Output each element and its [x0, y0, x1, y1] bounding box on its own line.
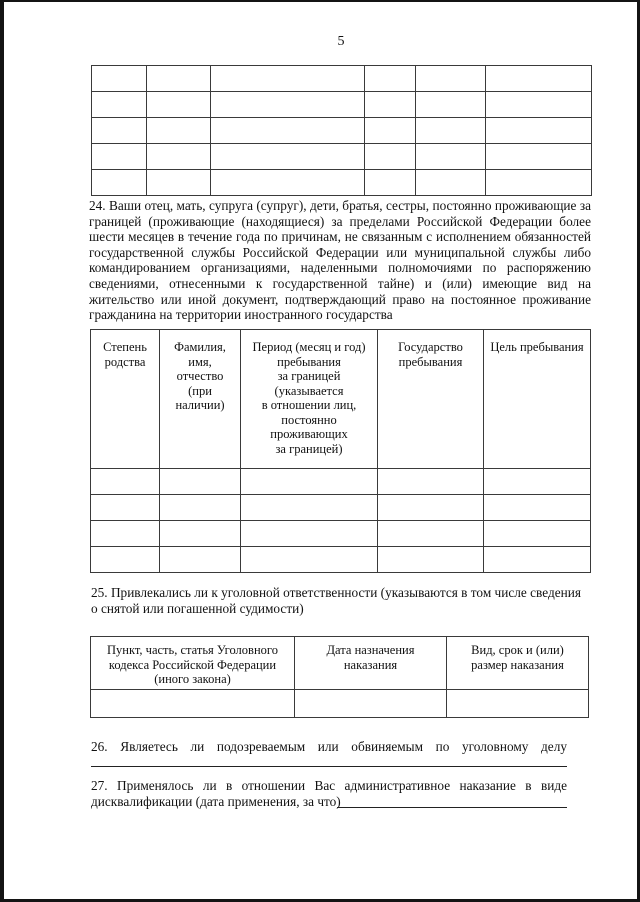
continuation-table-cell[interactable] — [365, 144, 416, 170]
continuation-table-cell[interactable] — [486, 118, 592, 144]
relatives-abroad-cell[interactable] — [241, 521, 378, 547]
relatives-abroad-cell[interactable] — [484, 469, 591, 495]
continuation-table-cell[interactable] — [486, 170, 592, 196]
continuation-table-cell[interactable] — [147, 66, 211, 92]
continuation-table-cell[interactable] — [416, 170, 486, 196]
criminal-liability-table-body — [91, 690, 589, 718]
relatives-abroad-cell[interactable] — [91, 547, 160, 573]
continuation-table-cell[interactable] — [147, 144, 211, 170]
relatives-abroad-cell[interactable] — [241, 469, 378, 495]
relatives-abroad-cell[interactable] — [378, 547, 484, 573]
continuation-table-cell[interactable] — [486, 92, 592, 118]
continuation-table-row — [92, 170, 592, 196]
relatives-abroad-row — [91, 495, 591, 521]
criminal-liability-cell[interactable] — [295, 690, 447, 718]
criminal-liability-cell[interactable] — [447, 690, 589, 718]
continuation-table-cell[interactable] — [92, 92, 147, 118]
page-number: 5 — [337, 34, 345, 49]
section-25-text: 25. Привлекались ли к уголовной ответственности (указываются в том числе сведения о снятой или погашенной судимости) — [91, 585, 581, 616]
criminal-liability-cell[interactable] — [91, 690, 295, 718]
section-27-text: 27. Применялось ли в отношении Вас административное наказание в виде дисквалификации (дата применения, за что) — [91, 778, 567, 809]
relatives-abroad-cell[interactable] — [241, 495, 378, 521]
relatives-abroad-header-cell: Цель пребывания — [484, 330, 591, 469]
page-border-left — [0, 0, 4, 902]
continuation-table-cell[interactable] — [365, 66, 416, 92]
continuation-table-cell[interactable] — [486, 144, 592, 170]
continuation-table-cell[interactable] — [416, 144, 486, 170]
relatives-abroad-table — [90, 329, 591, 573]
continuation-table-cell[interactable] — [486, 66, 592, 92]
relatives-abroad-table-body — [91, 469, 591, 573]
criminal-liability-table — [90, 636, 589, 718]
relatives-abroad-row — [91, 521, 591, 547]
relatives-abroad-header-cell: Период (месяц и год) пребывания за границей (указывается в отношении лиц, постоянно проживающих за границей) — [241, 330, 378, 469]
section-27-answer-line[interactable] — [337, 807, 567, 808]
relatives-abroad-cell[interactable] — [91, 495, 160, 521]
relatives-abroad-cell[interactable] — [484, 495, 591, 521]
continuation-table-cell[interactable] — [211, 144, 365, 170]
criminal-liability-header-cell: Пункт, часть, статья Уголовного кодекса Российской Федерации (иного закона) — [91, 637, 295, 690]
continuation-table-cell[interactable] — [147, 92, 211, 118]
criminal-liability-header-row — [91, 637, 589, 690]
continuation-table-body — [92, 66, 592, 196]
relatives-abroad-cell[interactable] — [378, 521, 484, 547]
continuation-table-row — [92, 66, 592, 92]
continuation-table-cell[interactable] — [92, 170, 147, 196]
criminal-liability-header-cell: Дата назначения наказания — [295, 637, 447, 690]
relatives-abroad-row — [91, 469, 591, 495]
continuation-table-cell[interactable] — [416, 92, 486, 118]
relatives-abroad-cell[interactable] — [378, 469, 484, 495]
continuation-table-cell[interactable] — [365, 118, 416, 144]
continuation-table-cell[interactable] — [147, 170, 211, 196]
section-24-text: 24. Ваши отец, мать, супруга (супруг), дети, братья, сестры, постоянно проживающие за границей (проживающие (находящиеся) за пределами Российской Федерации более шести месяцев в течение года по причинам, не связанным с исполнением обязанностей государственной службы Российской Федерации или муниципальной службы либо командированием организациями, наделенными полномочиями по распоряжению сведениями, отнесенными к государственной тайне) и (или) имеющие вид на жительство или иной документ, подтверждающий право на постоянное проживание гражданина на территории иностранного государства — [89, 198, 591, 323]
relatives-abroad-cell[interactable] — [484, 521, 591, 547]
criminal-liability-row — [91, 690, 589, 718]
continuation-table-cell[interactable] — [92, 66, 147, 92]
continuation-table-cell[interactable] — [416, 118, 486, 144]
continuation-table-cell[interactable] — [365, 170, 416, 196]
continuation-table-row — [92, 118, 592, 144]
continuation-table-cell[interactable] — [92, 144, 147, 170]
continuation-table-cell[interactable] — [92, 118, 147, 144]
relatives-abroad-cell[interactable] — [160, 521, 241, 547]
relatives-abroad-header-cell: Степень родства — [91, 330, 160, 469]
continuation-table-cell[interactable] — [211, 66, 365, 92]
relatives-abroad-row — [91, 547, 591, 573]
continuation-table-cell[interactable] — [211, 118, 365, 144]
relatives-abroad-cell[interactable] — [160, 495, 241, 521]
continuation-table-cell[interactable] — [211, 92, 365, 118]
relatives-abroad-cell[interactable] — [91, 521, 160, 547]
continuation-table-row — [92, 144, 592, 170]
page-border-top — [0, 0, 640, 2]
relatives-abroad-cell[interactable] — [241, 547, 378, 573]
relatives-abroad-header-row — [91, 330, 591, 469]
continuation-table-cell[interactable] — [365, 92, 416, 118]
continuation-table — [91, 65, 592, 196]
relatives-abroad-cell[interactable] — [160, 547, 241, 573]
relatives-abroad-cell[interactable] — [378, 495, 484, 521]
section-26-text: 26. Являетесь ли подозреваемым или обвиняемым по уголовному делу — [91, 739, 567, 754]
continuation-table-cell[interactable] — [147, 118, 211, 144]
relatives-abroad-cell[interactable] — [91, 469, 160, 495]
criminal-liability-header-cell: Вид, срок и (или) размер наказания — [447, 637, 589, 690]
relatives-abroad-cell[interactable] — [484, 547, 591, 573]
relatives-abroad-header-cell: Государство пребывания — [378, 330, 484, 469]
continuation-table-cell[interactable] — [211, 170, 365, 196]
relatives-abroad-cell[interactable] — [160, 469, 241, 495]
continuation-table-row — [92, 92, 592, 118]
section-26-answer-line[interactable] — [91, 766, 567, 767]
continuation-table-cell[interactable] — [416, 66, 486, 92]
relatives-abroad-header-cell: Фамилия, имя, отчество (при наличии) — [160, 330, 241, 469]
